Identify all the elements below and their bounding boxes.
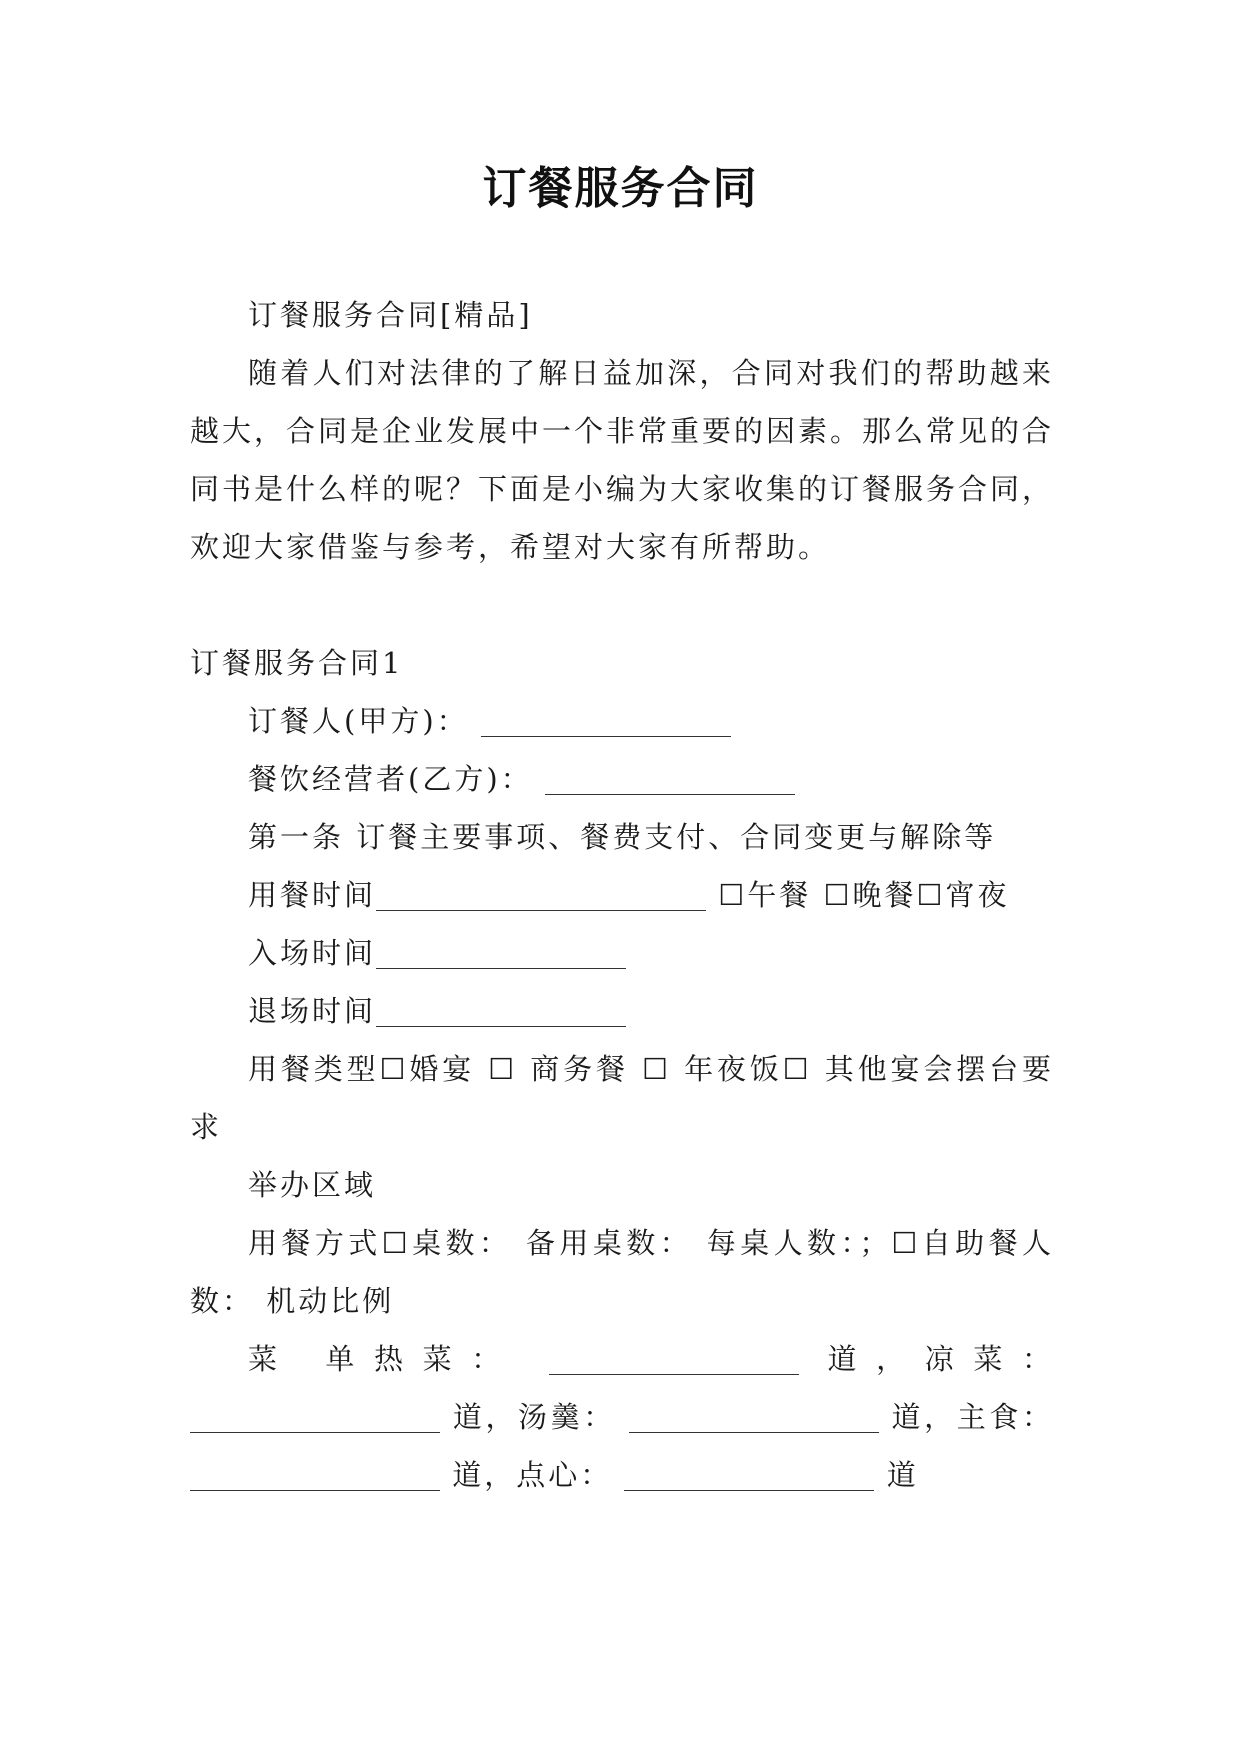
menu-line xyxy=(190,1330,1054,1504)
dao-text: 道 xyxy=(886,1458,919,1492)
staple-label: ，主食： xyxy=(924,1400,1054,1434)
exit-time-label: 退场时间 xyxy=(248,994,377,1028)
entry-time-line xyxy=(190,924,1054,982)
menu-label: 菜 单热菜： xyxy=(248,1342,520,1376)
cold-dish-label: ，凉菜： xyxy=(876,1342,1054,1376)
exit-time-blank[interactable] xyxy=(376,986,626,1027)
dao-text: 道 xyxy=(891,1400,925,1434)
party-b-label: 餐饮经营者(乙方)： xyxy=(248,762,533,796)
entry-time-label: 入场时间 xyxy=(248,936,377,970)
party-a-label: 订餐人(甲方)： xyxy=(248,704,469,738)
dao-text: 道 xyxy=(452,1458,485,1492)
party-a-line xyxy=(190,692,1054,750)
meal-type-line: 用餐类型☐婚宴 ☐ 商务餐 ☐ 年夜饭☐ 其他宴会摆台要求 xyxy=(190,1052,1054,1144)
entry-time-blank[interactable] xyxy=(376,928,626,969)
soup-blank[interactable] xyxy=(629,1392,879,1433)
dao-text: 道 xyxy=(827,1342,877,1376)
document-title: 订餐服务合同 xyxy=(482,163,759,214)
meal-time-line xyxy=(190,866,1054,924)
exit-time-line xyxy=(190,982,1054,1040)
meal-time-label: 用餐时间 xyxy=(248,878,377,912)
dessert-label: ，点心： xyxy=(484,1458,613,1492)
spacer xyxy=(190,576,1054,634)
soup-label: ，汤羹： xyxy=(485,1400,616,1434)
venue-area-line: 举办区域 xyxy=(248,1168,377,1202)
subtitle-paragraph: 订餐服务合同[精品] xyxy=(248,298,533,332)
meal-time-blank[interactable] xyxy=(376,870,706,911)
dao-text: 道 xyxy=(452,1400,486,1434)
staple-blank[interactable] xyxy=(190,1450,440,1491)
party-b-blank[interactable] xyxy=(545,754,795,795)
dining-method-line: 用餐方式☐桌数： 备用桌数： 每桌人数：；☐自助餐人数： 机动比例 xyxy=(190,1226,1054,1318)
dessert-blank[interactable] xyxy=(624,1450,874,1491)
cold-dish-blank[interactable] xyxy=(190,1392,440,1433)
party-a-blank[interactable] xyxy=(481,696,731,737)
meal-time-options: ☐午餐 ☐晚餐☐宵夜 xyxy=(718,878,1010,912)
hot-dish-blank[interactable] xyxy=(549,1334,799,1375)
article-one: 第一条 订餐主要事项、餐费支付、合同变更与解除等 xyxy=(248,820,997,854)
document-body xyxy=(190,286,1054,1504)
intro-paragraph: 随着人们对法律的了解日益加深，合同对我们的帮助越来越大，合同是企业发展中一个非常重要的因素。那么常见的合同书是什么样的呢？下面是小编为大家收集的订餐服务合同，欢迎大家借鉴与参考，希望对大家有所帮助。 xyxy=(190,356,1055,564)
party-b-line xyxy=(190,750,1054,808)
section-heading: 订餐服务合同1 xyxy=(190,646,404,680)
